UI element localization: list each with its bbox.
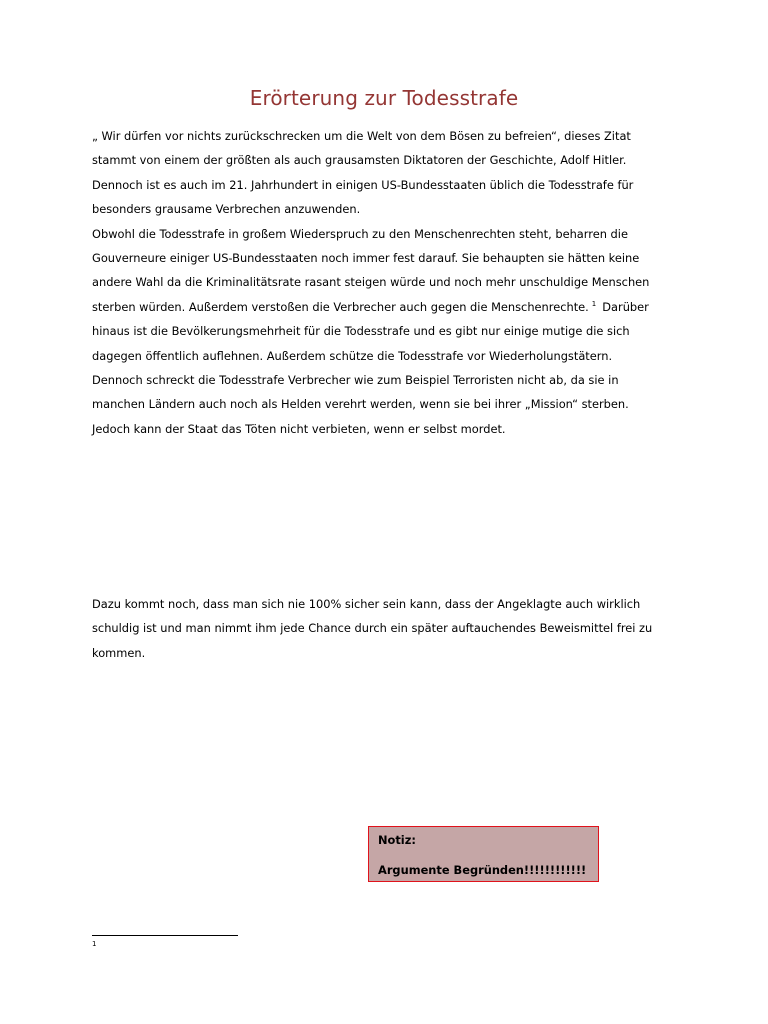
text-line: Dennoch schreckt die Todesstrafe Verbrecher wie zum Beispiel Terroristen nicht ab, da sie in <box>92 372 619 387</box>
footnote-separator <box>92 935 238 936</box>
text-line: Gouverneure einiger US-Bundesstaaten noch immer fest darauf. Sie behaupten sie hätten keine <box>92 250 640 265</box>
paragraph-uncertainty <box>92 592 664 665</box>
footnote-reference[interactable]: 1 <box>591 299 597 308</box>
note-textbox[interactable] <box>368 826 599 882</box>
text-segment: sterben würden. Außerdem verstoßen die Verbrecher auch gegen die Menschenrechte. <box>92 299 589 314</box>
text-line: schuldig ist und man nimmt ihm jede Chance durch ein später auftauchendes Beweismittel frei zu <box>92 621 653 636</box>
text-line-with-footnote <box>92 295 664 319</box>
text-line: manchen Ländern auch noch als Helden verehrt werden, wenn sie bei ihrer „Mission“ sterben. <box>92 397 629 412</box>
footnote-marker: 1 <box>92 940 97 948</box>
text-line: kommen. <box>92 645 146 660</box>
text-line: Dazu kommt noch, dass man sich nie 100% sicher sein kann, dass der Angeklagte auch wirklich <box>92 597 641 611</box>
text-line: andere Wahl da die Kriminalitätsrate rasant steigen würde und noch mehr unschuldige Menschen <box>92 275 650 290</box>
note-text: Argumente Begründen!!!!!!!!!!!! <box>378 863 587 877</box>
text-segment: Darüber <box>602 299 649 314</box>
text-line: dagegen öffentlich auflehnen. Außerdem schütze die Todesstrafe vor Wiederholungstätern. <box>92 348 613 363</box>
text-line: Jedoch kann der Staat das Töten nicht verbieten, wenn er selbst mordet. <box>92 421 506 436</box>
note-title: Notiz: <box>378 833 416 847</box>
paragraph-argument <box>92 124 664 441</box>
page-title: Erörterung zur Todesstrafe <box>249 86 519 110</box>
text-line: „ Wir dürfen vor nichts zurückschrecken um die Welt von dem Bösen zu befreien“, dieses Zitat <box>92 129 631 143</box>
text-line: Obwohl die Todesstrafe in großem Wiederspruch zu den Menschenrechten steht, beharren die <box>92 226 628 241</box>
text-line: hinaus ist die Bevölkerungsmehrheit für die Todesstrafe und es gibt nur einige mutige die sich <box>92 324 630 339</box>
text-line: besonders grausame Verbrechen anzuwenden. <box>92 202 361 217</box>
text-line: stammt von einem der größten als auch grausamsten Diktatoren der Geschichte, Adolf Hitler. <box>92 153 627 168</box>
text-line: Dennoch ist es auch im 21. Jahrhundert in einigen US-Bundesstaaten üblich die Todesstrafe für <box>92 177 634 192</box>
